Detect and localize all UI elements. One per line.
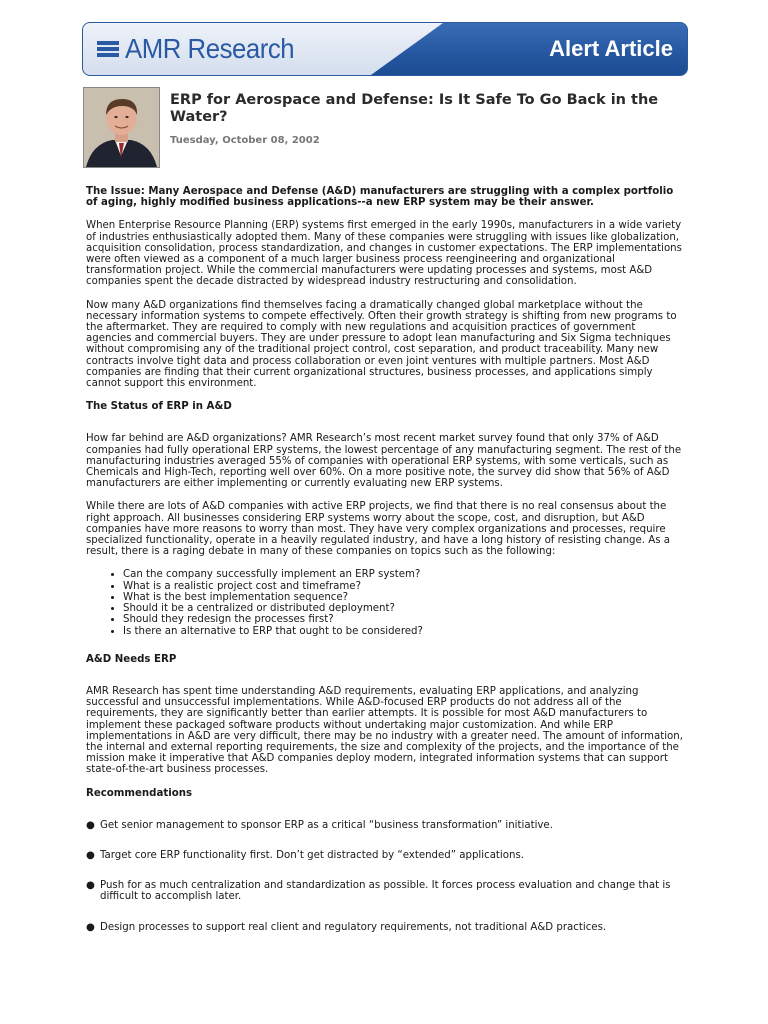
recommendation-item (86, 850, 684, 861)
bullet-icon: ● (86, 819, 95, 831)
amr-logo-mark-icon (97, 38, 119, 60)
article-date: Tuesday, October 08, 2002 (170, 135, 320, 146)
list-item: • Should they redesign the processes first? (123, 614, 684, 625)
bullet-icon: ● (86, 880, 95, 892)
recommendation-item (86, 820, 684, 831)
intro-paragraph-2: Now many A&D organizations find themselves facing a dramatically changed global marketplace without the necessary information systems to compete effectively. Often their growth strategy is shifting from new programs to the aftermarket. They are required to comply with new regulations and acquisition practices of government agencies and commercial buyers. They are under pressure to adopt lean manufacturing and Six Sigma techniques without compromising any of the traditional project control, cost separation, and product traceability. Many new contracts involve tight data and process collaboration or even joint ventures with multiple partners. Most A&D companies are finding that their current organizational structures, business processes, and applications simply cannot support this environment. (86, 299, 677, 390)
recommendations-heading: Recommendations (86, 787, 193, 799)
list-item: • Should it be a centralized or distributed deployment? (123, 603, 684, 614)
header-banner (82, 22, 688, 76)
list-item: • What is a realistic project cost and timeframe? (123, 581, 684, 592)
recommendation-text: Target core ERP functionality first. Don’t get distracted by “extended” applications. (100, 849, 524, 861)
article-body (86, 186, 684, 952)
intro-paragraph-1: When Enterprise Resource Planning (ERP) systems first emerged in the early 1990s, manufacturers in a wide variety of industries enthusiastically adopted them. Many of these companies were struggling with issues like globalization, acquisition consolidation, process standardization, and changes in customer expectations. The ERP implementations were often viewed as a component of a much larger business process reengineering and organizational transformation project. While the commercial manufacturers were updating processes and systems, most A&D companies spent the decade distracted by widespread industry restructuring and consolidation. (86, 220, 682, 288)
recommendation-text: Push for as much centralization and standardization as possible. It forces process evaluation and change that is difficult to accomplish later. (100, 880, 671, 903)
status-paragraph-1: How far behind are A&D organizations? AMR Research’s most recent market survey found that only 37% of A&D companies had fully operational ERP systems, the lowest percentage of any manufacturing segment. The rest of the manufacturing industries averaged 55% of companies with operational ERP systems, with some verticals, such as Chemicals and High-Tech, reporting well over 60%. On a more positive note, the survey did show that 56% of A&D manufacturers are either implementing or currently evaluating new ERP systems. (86, 433, 682, 490)
logo-text: AMR Research (125, 33, 295, 64)
bullet-icon: ● (86, 849, 95, 861)
list-item: • Is there an alternative to ERP that ought to be considered? (123, 626, 684, 637)
amr-research-logo[interactable] (97, 33, 309, 65)
bullet-icon: ● (86, 921, 95, 933)
list-item: • Can the company successfully implement an ERP system? (123, 569, 684, 580)
issue-statement: The Issue: Many Aerospace and Defense (A&D) manufacturers are struggling with a complex portfolio of aging, highly modified business applications--a new ERP system may be their answer. (86, 186, 674, 209)
alert-article-label: Alert Article (549, 36, 673, 61)
recommendation-text: Get senior management to sponsor ERP as a critical “business transformation” initiative. (100, 819, 553, 831)
list-item: • What is the best implementation sequence? (123, 592, 684, 603)
recommendation-item (86, 922, 684, 933)
question-list (86, 569, 684, 636)
recommendation-item (86, 880, 684, 902)
article-title: ERP for Aerospace and Defense: Is It Safe To Go Back in the Water? (170, 92, 659, 125)
author-portrait-image (84, 88, 159, 167)
needs-paragraph: AMR Research has spent time understanding A&D requirements, evaluating ERP applications, and analyzing successful and unsuccessful implementations. While A&D-focused ERP products do not address all of the requirements, they are significantly better than earlier attempts. It is possible for most A&D manufacturers to implement these packaged software products without undertaking major customization. And while ERP implementations in A&D are very difficult, there may be no industry with a greater need. The amount of information, the internal and external reporting requirements, the size and complexity of the projects, and the importance of the mission make it imperative that A&D companies deploy modern, integrated information systems that can support state-of-the-art business processes. (86, 685, 683, 776)
author-photo (83, 87, 160, 168)
status-heading: The Status of ERP in A&D (86, 401, 232, 413)
status-paragraph-2: While there are lots of A&D companies with active ERP projects, we find that there is no real consensus about the right approach. All businesses considering ERP systems worry about the scope, cost, and disruption, but A&D companies have more reasons to worry than most. They have very complex organizations and processes, require specialized functionality, operate in a heavily regulated industry, and have a long history of resisting change. As a result, there is a raging debate in many of these companies on topics such as the following: (86, 501, 671, 558)
needs-heading: A&D Needs ERP (86, 653, 177, 665)
recommendation-text: Design processes to support real client and regulatory requirements, not traditional A&D practices. (100, 921, 607, 933)
